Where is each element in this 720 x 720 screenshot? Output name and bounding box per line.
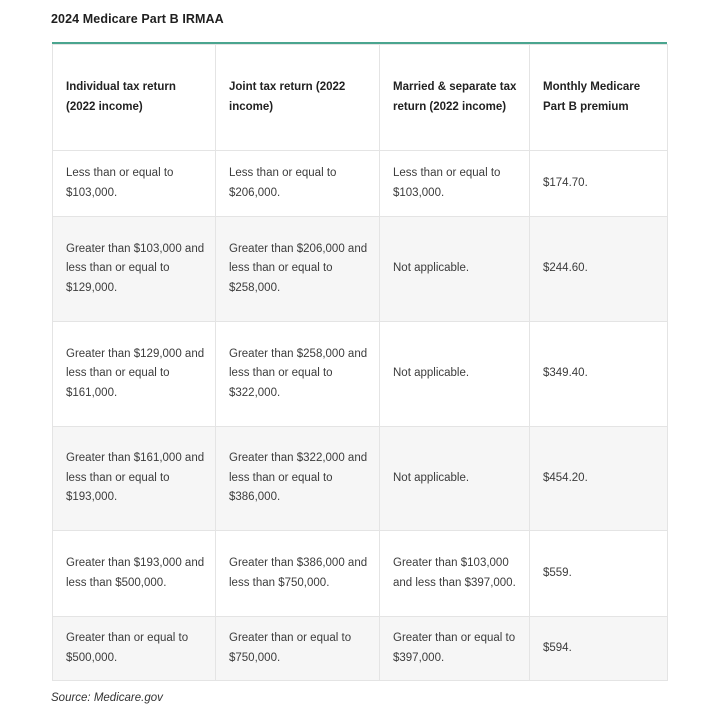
table-row (53, 217, 668, 322)
cell-married-separate: Not applicable. (380, 322, 530, 427)
irmaa-table (52, 44, 668, 681)
cell-joint: Greater than $206,000 and less than or equal to $258,000. (216, 217, 380, 322)
cell-individual: Greater than $193,000 and less than $500,000. (53, 531, 216, 617)
header-individual: Individual tax return (2022 income) (53, 45, 216, 151)
cell-joint: Greater than or equal to $750,000. (216, 617, 380, 681)
cell-individual: Greater than or equal to $500,000. (53, 617, 216, 681)
table-row (53, 322, 668, 427)
cell-premium: $174.70. (530, 151, 668, 217)
cell-joint: Greater than $322,000 and less than or equal to $386,000. (216, 427, 380, 531)
cell-premium: $559. (530, 531, 668, 617)
cell-married-separate: Not applicable. (380, 427, 530, 531)
cell-individual: Greater than $129,000 and less than or equal to $161,000. (53, 322, 216, 427)
cell-individual: Greater than $103,000 and less than or equal to $129,000. (53, 217, 216, 322)
cell-premium: $244.60. (530, 217, 668, 322)
cell-premium: $454.20. (530, 427, 668, 531)
irmaa-table-container (52, 42, 667, 678)
header-premium: Monthly Medicare Part B premium (530, 45, 668, 151)
header-joint: Joint tax return (2022 income) (216, 45, 380, 151)
table-row (53, 151, 668, 217)
cell-joint: Greater than $258,000 and less than or equal to $322,000. (216, 322, 380, 427)
cell-individual: Less than or equal to $103,000. (53, 151, 216, 217)
page-title: 2024 Medicare Part B IRMAA (51, 12, 224, 26)
cell-married-separate: Less than or equal to $103,000. (380, 151, 530, 217)
table-row (53, 531, 668, 617)
cell-married-separate: Greater than $103,000 and less than $397,000. (380, 531, 530, 617)
cell-individual: Greater than $161,000 and less than or equal to $193,000. (53, 427, 216, 531)
header-row (53, 45, 668, 151)
cell-married-separate: Not applicable. (380, 217, 530, 322)
cell-married-separate: Greater than or equal to $397,000. (380, 617, 530, 681)
cell-premium: $349.40. (530, 322, 668, 427)
header-married-separate: Married & separate tax return (2022 income) (380, 45, 530, 151)
source-caption: Source: Medicare.gov (51, 692, 163, 704)
cell-joint: Greater than $386,000 and less than $750,000. (216, 531, 380, 617)
cell-premium: $594. (530, 617, 668, 681)
cell-joint: Less than or equal to $206,000. (216, 151, 380, 217)
table-row (53, 427, 668, 531)
table-row (53, 617, 668, 681)
